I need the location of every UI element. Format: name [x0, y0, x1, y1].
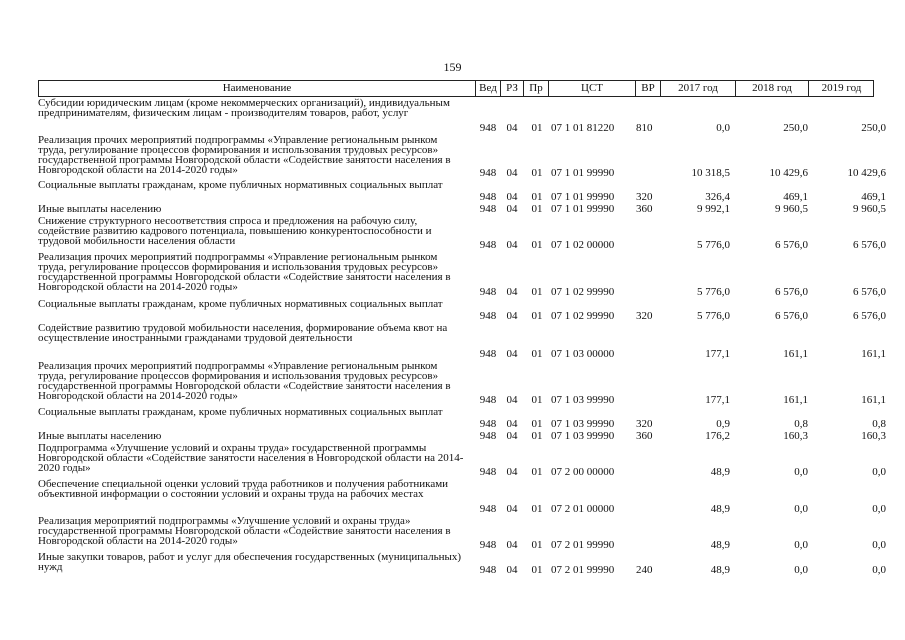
cell-2018: 0,0	[794, 539, 808, 551]
header-vr: ВР	[635, 81, 660, 96]
cell-rz: 04	[506, 239, 518, 251]
cell-ved: 948	[479, 203, 497, 215]
cell-2018: 469,1	[783, 191, 808, 203]
cell-2017: 176,2	[705, 430, 730, 442]
cell-rz: 04	[506, 191, 518, 203]
row-name: Реализация прочих мероприятий подпрограммы «Управление региональным рынком труда, регулирование процессов формирования и использования трудовых ресурсов» государственной программы Новгородской области «Содействие занятости населения в Новгородской области на 2014-2020 годы»	[38, 134, 451, 176]
cell-2018: 10 429,6	[769, 167, 808, 179]
row-name: Реализация мероприятий подпрограммы «Улучшение условий и охраны труда» государственной программы Новгородской области «Содействие занятости населения в Новгородской области на 2014-2020 годы»	[38, 515, 451, 547]
cell-rz: 04	[506, 564, 518, 576]
cell-2018: 0,8	[794, 418, 808, 430]
table-row	[0, 179, 905, 203]
cell-ved: 948	[479, 310, 497, 322]
header-ved: Вед	[475, 81, 500, 96]
cell-pr: 01	[531, 122, 543, 134]
cell-2017: 48,9	[710, 503, 730, 515]
cell-2017: 5 776,0	[697, 310, 730, 322]
row-name: Иные выплаты населению	[38, 430, 162, 442]
cell-ved: 948	[479, 418, 497, 430]
cell-ved: 948	[479, 286, 497, 298]
cell-rz: 04	[506, 430, 518, 442]
table-header	[38, 80, 874, 97]
cell-2018: 161,1	[783, 394, 808, 406]
cell-pr: 01	[531, 286, 543, 298]
cell-2019: 160,3	[861, 430, 886, 442]
cell-2018: 0,0	[794, 466, 808, 478]
cell-cst: 07 1 01 99990	[551, 203, 615, 215]
cell-2018: 160,3	[783, 430, 808, 442]
cell-2019: 0,0	[872, 564, 886, 576]
cell-2019: 0,8	[872, 418, 886, 430]
cell-2019: 161,1	[861, 394, 886, 406]
cell-2018: 0,0	[794, 564, 808, 576]
table-row	[0, 298, 905, 322]
cell-2017: 0,9	[716, 418, 730, 430]
cell-rz: 04	[506, 286, 518, 298]
cell-pr: 01	[531, 466, 543, 478]
cell-cst: 07 1 03 99990	[551, 418, 615, 430]
table-row	[0, 322, 905, 360]
cell-cst: 07 2 00 00000	[551, 466, 615, 478]
cell-2018: 6 576,0	[775, 310, 808, 322]
cell-2017: 48,9	[710, 564, 730, 576]
cell-2018: 6 576,0	[775, 239, 808, 251]
cell-ved: 948	[479, 239, 497, 251]
cell-2017: 48,9	[710, 466, 730, 478]
cell-cst: 07 1 02 00000	[551, 239, 615, 251]
row-name: Субсидии юридическим лицам (кроме некоммерческих организаций), индивидуальным предпринимателям, физическим лицам - производителям товаров, работ, услуг	[38, 97, 450, 119]
cell-2018: 0,0	[794, 503, 808, 515]
cell-pr: 01	[531, 564, 543, 576]
cell-2019: 0,0	[872, 466, 886, 478]
row-name: Реализация прочих мероприятий подпрограммы «Управление региональным рынком труда, регулирование процессов формирования и использования трудовых ресурсов» государственной программы Новгородской области «Содействие занятости населения в Новгородской области на 2014-2020 годы»	[38, 360, 451, 402]
cell-pr: 01	[531, 310, 543, 322]
cell-2017: 48,9	[710, 539, 730, 551]
cell-2018: 161,1	[783, 348, 808, 360]
cell-2017: 177,1	[705, 348, 730, 360]
row-name: Социальные выплаты гражданам, кроме публичных нормативных социальных выплат	[38, 298, 443, 310]
cell-cst: 07 2 01 99990	[551, 539, 615, 551]
cell-pr: 01	[531, 167, 543, 179]
cell-2019: 9 960,5	[853, 203, 886, 215]
cell-rz: 04	[506, 539, 518, 551]
header-2018: 2018 год	[735, 81, 808, 96]
cell-cst: 07 1 02 99990	[551, 286, 615, 298]
cell-ved: 948	[479, 348, 497, 360]
cell-2019: 0,0	[872, 539, 886, 551]
cell-ved: 948	[479, 430, 497, 442]
cell-ved: 948	[479, 122, 497, 134]
table-row	[0, 251, 905, 298]
row-name: Подпрограмма «Улучшение условий и охраны труда» государственной программы Новгородской области «Содействие занятости населения в Новгородской области на 2014-2020 годы»	[38, 442, 464, 474]
table-row	[0, 551, 905, 576]
cell-2017: 177,1	[705, 394, 730, 406]
header-2017: 2017 год	[660, 81, 735, 96]
table-row	[0, 134, 905, 179]
cell-pr: 01	[531, 348, 543, 360]
row-name: Социальные выплаты гражданам, кроме публичных нормативных социальных выплат	[38, 179, 443, 191]
table-row	[0, 515, 905, 551]
cell-cst: 07 1 03 00000	[551, 348, 615, 360]
cell-vr: 320	[636, 418, 653, 430]
cell-pr: 01	[531, 203, 543, 215]
cell-2018: 6 576,0	[775, 286, 808, 298]
cell-ved: 948	[479, 503, 497, 515]
cell-vr: 240	[636, 564, 653, 576]
row-name: Снижение структурного несоответствия спроса и предложения на рабочую силу, содействие развитию кадрового потенциала, повышению конкурентоспособности и трудовой мобильности населения области	[38, 215, 432, 247]
header-cst: ЦСТ	[548, 81, 635, 96]
cell-pr: 01	[531, 394, 543, 406]
cell-cst: 07 1 02 99990	[551, 310, 615, 322]
cell-rz: 04	[506, 466, 518, 478]
row-name: Реализация прочих мероприятий подпрограммы «Управление региональным рынком труда, регулирование процессов формирования и использования трудовых ресурсов» государственной программы Новгородской области «Содействие занятости населения в Новгородской области на 2014-2020 годы»	[38, 251, 451, 293]
row-name: Иные закупки товаров, работ и услуг для обеспечения государственных (муниципальных) нужд	[38, 551, 462, 573]
cell-2019: 6 576,0	[853, 286, 886, 298]
cell-pr: 01	[531, 539, 543, 551]
cell-rz: 04	[506, 310, 518, 322]
cell-cst: 07 2 01 00000	[551, 503, 615, 515]
cell-ved: 948	[479, 167, 497, 179]
cell-ved: 948	[479, 466, 497, 478]
table-row	[0, 442, 905, 478]
cell-ved: 948	[479, 191, 497, 203]
table-row	[0, 478, 905, 515]
cell-2018: 250,0	[783, 122, 808, 134]
cell-2019: 6 576,0	[853, 239, 886, 251]
cell-vr: 320	[636, 191, 653, 203]
cell-vr: 360	[636, 430, 653, 442]
cell-2017: 9 992,1	[697, 203, 730, 215]
table-body	[0, 97, 905, 576]
cell-rz: 04	[506, 203, 518, 215]
cell-pr: 01	[531, 239, 543, 251]
cell-2017: 10 318,5	[691, 167, 730, 179]
cell-rz: 04	[506, 418, 518, 430]
header-rz: РЗ	[500, 81, 523, 96]
cell-pr: 01	[531, 418, 543, 430]
cell-2019: 0,0	[872, 503, 886, 515]
row-name: Содействие развитию трудовой мобильности населения, формирование объема квот на осуществление иностранными гражданами трудовой деятельности	[38, 322, 448, 344]
cell-vr: 810	[636, 122, 653, 134]
header-2019: 2019 год	[808, 81, 874, 96]
cell-2019: 250,0	[861, 122, 886, 134]
header-name: Наименование	[222, 82, 292, 94]
table-row	[0, 360, 905, 406]
row-name: Обеспечение специальной оценки условий труда работников и получения работниками объективной информации о состоянии условий и охраны труда на рабочих местах	[38, 478, 449, 500]
cell-2017: 5 776,0	[697, 239, 730, 251]
table-row	[0, 203, 905, 215]
table-row	[0, 406, 905, 430]
cell-2018: 9 960,5	[775, 203, 808, 215]
cell-2017: 5 776,0	[697, 286, 730, 298]
cell-rz: 04	[506, 167, 518, 179]
cell-cst: 07 1 01 99990	[551, 191, 615, 203]
cell-ved: 948	[479, 564, 497, 576]
cell-ved: 948	[479, 539, 497, 551]
cell-2017: 0,0	[716, 122, 730, 134]
cell-2019: 469,1	[861, 191, 886, 203]
cell-ved: 948	[479, 394, 497, 406]
cell-cst: 07 1 01 99990	[551, 167, 615, 179]
cell-cst: 07 1 03 99990	[551, 430, 615, 442]
cell-vr: 360	[636, 203, 653, 215]
row-name: Иные выплаты населению	[38, 203, 162, 215]
row-name: Социальные выплаты гражданам, кроме публичных нормативных социальных выплат	[38, 406, 443, 418]
cell-2019: 6 576,0	[853, 310, 886, 322]
cell-cst: 07 2 01 99990	[551, 564, 615, 576]
cell-2019: 10 429,6	[847, 167, 886, 179]
page-number: 159	[443, 60, 462, 74]
header-pr: Пр	[523, 81, 548, 96]
cell-rz: 04	[506, 503, 518, 515]
cell-pr: 01	[531, 503, 543, 515]
table-row	[0, 215, 905, 251]
cell-vr: 320	[636, 310, 653, 322]
cell-pr: 01	[531, 191, 543, 203]
cell-cst: 07 1 03 99990	[551, 394, 615, 406]
cell-pr: 01	[531, 430, 543, 442]
cell-2019: 161,1	[861, 348, 886, 360]
cell-rz: 04	[506, 122, 518, 134]
cell-cst: 07 1 01 81220	[551, 122, 615, 134]
table-row	[0, 97, 905, 134]
cell-2017: 326,4	[705, 191, 730, 203]
table-row	[0, 430, 905, 442]
cell-rz: 04	[506, 348, 518, 360]
cell-rz: 04	[506, 394, 518, 406]
